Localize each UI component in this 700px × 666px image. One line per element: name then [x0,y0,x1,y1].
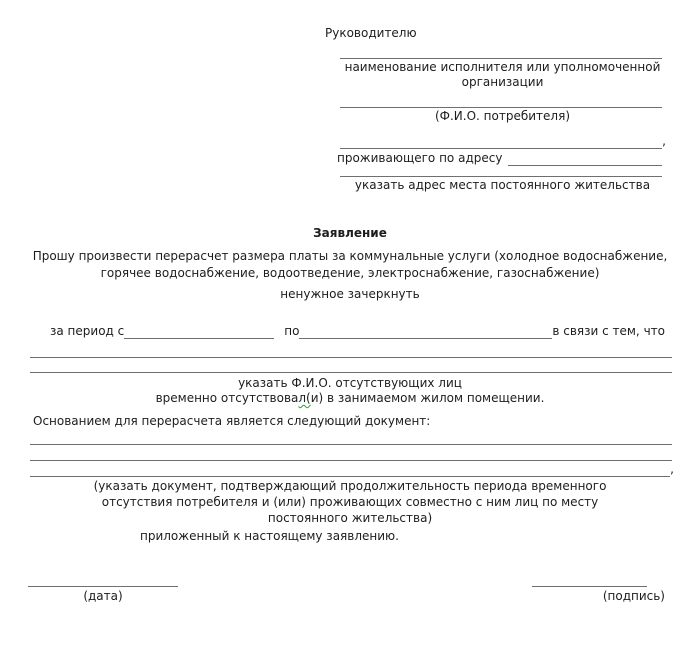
attached-note: приложенный к настоящему заявлению. [140,529,399,543]
date-blank-line [28,585,178,587]
document-caption-line1: (указать документ, подтверждающий продолжительность периода временного [93,479,607,493]
signature-block [532,585,665,604]
org-name-caption [325,60,680,90]
basis-blank-line-1 [30,443,672,445]
absent-persons-line [0,391,700,406]
address-label: проживающего по адресу [337,151,503,165]
address-caption: указать адрес места постоянного жительства [354,178,651,192]
period-row [50,324,665,339]
period-to-label: по [284,324,300,338]
consumer-name-blank-line [340,106,662,108]
signature-caption: (подпись) [602,589,665,603]
basis-label: Основанием для перерасчета является следующий документ: [33,414,431,428]
address-row [337,151,662,166]
document-title: Заявление [313,226,387,240]
consumer-extra-blank-line-row [340,134,666,149]
date-block [28,585,178,604]
period-suffix-label: в связи с тем, что [552,324,665,338]
application-form-page [0,26,700,666]
document-caption [0,478,700,526]
address-second-blank-line [340,175,662,177]
addressee-to-label: Руководителю [325,26,417,40]
date-caption: (дата) [83,589,123,603]
absent-line-pre: временно отсутствова [155,391,299,405]
document-caption-line3: постоянного жительства) [267,511,433,525]
request-line1: Прошу произвести перерасчет размера платы за коммунальные услуги (холодное водоснабжение, [32,249,668,263]
request-line2: горячее водоснабжение, водоотведение, электроснабжение, газоснабжение) [100,266,600,280]
signature-blank-line [532,585,647,587]
org-name-caption-line1: наименование исполнителя или уполномоченной [344,60,661,74]
reason-blank-line-1 [30,356,672,358]
trailing-comma: , [662,134,666,148]
signature-footer [28,585,665,604]
consumer-name-caption: (Ф.И.О. потребителя) [434,109,570,123]
addressee-block [325,26,680,193]
strike-note: ненужное зачеркнуть [280,287,420,301]
period-to-blank [299,324,552,339]
period-from-blank [124,324,274,339]
org-name-caption-line2: организации [461,75,544,89]
absent-persons-caption: указать Ф.И.О. отсутствующих лиц [238,376,462,390]
address-blank-line [508,151,662,166]
basis-blank-lines [0,443,700,477]
basis-blank-line-3 [30,461,670,477]
consumer-extra-blank-line [340,134,662,149]
org-name-blank-line [340,57,662,59]
period-from-label: за период с [50,324,125,338]
request-paragraph [14,248,686,282]
basis-blank-line-3-row [30,461,674,477]
reason-blank-line-2 [30,371,672,373]
document-caption-line2: отсутствия потребителя и (или) проживающих совместно с ним лиц по месту [101,495,599,509]
basis-trailing-comma: , [670,462,674,476]
absent-line-grammar-squiggle: л( [298,391,311,405]
absent-line-post: и) в занимаемом жилом помещении. [310,391,545,405]
